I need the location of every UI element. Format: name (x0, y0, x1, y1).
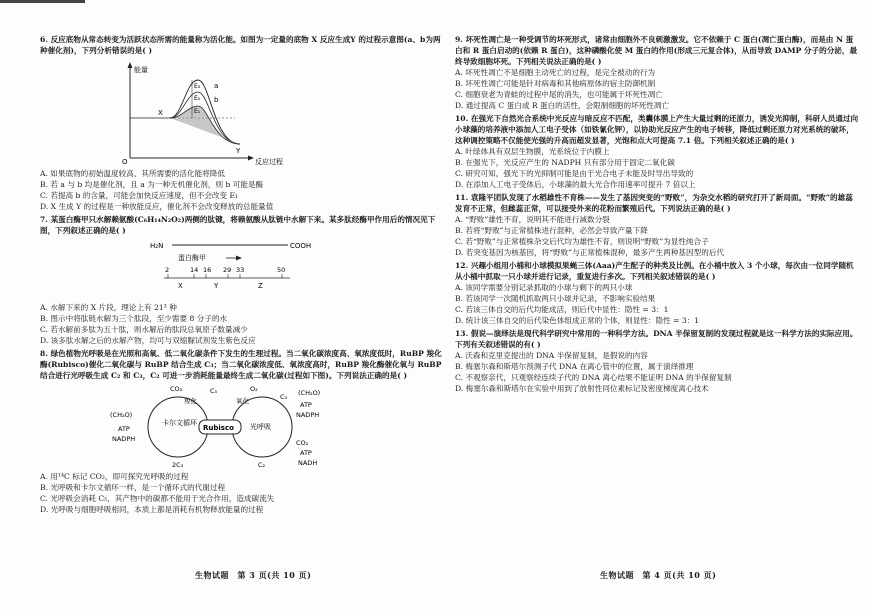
photorespiration-svg (110, 383, 330, 469)
option-c: C. 细胞衰老为青蛙的过程中尾的消失，也可能属于坏死性凋亡 (455, 90, 663, 99)
carboxylation-label: 羧化 (184, 397, 197, 405)
question-stem: 12. 兴趣小组用小桶和小球模拟果蝇三体(Aaa)产生配子的种类及比例。在小桶中放入 3 个小球，每次由一位同学随机从小桶中抓取一只小球并进行记录，重复进行多次。下列相关叙述错误的是( ) (455, 261, 854, 281)
question-9 (455, 34, 860, 111)
option-d: D. 梅塞尔森和斯塔尔在实验中用到了放射性同位素标记及密度梯度离心技术 (455, 384, 709, 393)
option-d: D. 该多肽水解之后的水解产物，均可与双缩脲试剂发生紫色反应 (40, 336, 256, 345)
enzyme-label: 蛋白酶甲 (178, 254, 206, 262)
x-axis-label: 反应过程 (255, 158, 283, 166)
option-b: B. 在强光下，光反应产生的 NADPH 只有部分用于固定二氧化碳 (455, 158, 675, 167)
origin-label: O (122, 158, 128, 166)
option-d: D. 通过提高 C 蛋白或 R 蛋白的活性，会限制细胞的坏死性凋亡 (455, 101, 670, 110)
polypeptide-diagram (150, 238, 445, 300)
product-y-label: Y (236, 147, 241, 155)
question-stem: 13. 假说—演绎法是现代科学研究中常用的一种科学方法。DNA 半保留复制的发现过程就是这一科学方法的实际应用。下列有关叙述错误的有( ) (455, 329, 858, 349)
photorespiration-diagram (110, 383, 445, 469)
polypeptide-svg (150, 238, 320, 300)
residue-number: 2 (165, 266, 170, 274)
residue-number: 29 (223, 266, 232, 274)
option-a: A. 该同学需要分别记录抓取的小球与剩下的两只小球 (455, 283, 633, 292)
question-13 (455, 328, 860, 394)
option-a: A. 水解下来的 X 片段，理论上有 21³ 种 (40, 303, 177, 312)
nadph-left-label: NADPH (112, 435, 136, 443)
atp-output-label: ATP (300, 449, 312, 457)
c3-label: C₃ (280, 393, 288, 401)
question-stem: 11. 袁隆平团队发现了水稻雄性不育株——发生了基因突变的“野败”，为杂交水稻的研究打开了新局面。“野败”的雄蕊发育不正常，但雌蕊正常，可以接受外来的花粉而繁殖后代。下列说法正确的是( ) (455, 193, 853, 213)
segment-label: X (178, 282, 183, 290)
option-c: C. 若该三体自交的后代均能成活，则后代中显性：隐性 = 3：1 (455, 305, 669, 314)
option-b: B. 坏死性凋亡可能是针对病毒和其他病原体的宿主防御机制 (455, 79, 656, 88)
option-b: B. 光呼吸和卡尔文循环一样，是一个循环式的代谢过程 (40, 483, 226, 492)
co2-output-label: CO₂ (296, 439, 309, 447)
nadh-output-label: NADH (298, 459, 318, 467)
option-a: A. 坏死性凋亡不是细胞主动死亡的过程，是完全被动的行为 (455, 68, 656, 77)
ch2o-left-label: (CH₂O) (110, 411, 133, 419)
e1-label: E₁ (194, 108, 201, 115)
residue-number: 16 (203, 266, 212, 274)
photorespiration-label: 光呼吸 (250, 423, 271, 431)
question-stem: 10. 在强光下自然光合系统中光反应与暗反应不匹配，类囊体膜上产生大量过剩的还原力，诱发光抑制，科研人员通过向小球藻的培养液中添加人工电子受体（如铁氰化钾），以协助光反应产生的电子转移，降低过剩还原力对光系统的破坏，这种调控策略不仅能使光强的升高而超发显著，光饱和点大可提高 7.1 倍。下列相关叙述正确的是( ) (455, 114, 859, 145)
left-column (40, 34, 445, 517)
oxidation-label: 氧化 (236, 397, 249, 405)
rubisco-label: Rubisco (203, 424, 234, 432)
question-8 (40, 348, 445, 515)
question-stem: 6. 反应底物从常态转变为活跃状态所需的能量称为活化能。如图为一定量的底物 X 反应生成Y 的过程示意图(a、b为两种催化剂)，下列分析错误的是( ) (40, 35, 441, 55)
option-a: A. 用¹⁴C 标记 CO₂，即可探究光呼吸的过程 (40, 472, 189, 481)
residue-number: 50 (277, 266, 286, 274)
question-10 (455, 113, 860, 190)
question-stem: 9. 坏死性凋亡是一种受调节的坏死形式，诸常由细胞外不良刺激激发。它不依赖于 C 蛋白(凋亡蛋白酶)，而是由 N 蛋白和 R 蛋白启动的(依赖 R 蛋白)，这种磷酸化使 M 蛋白的作用(形成三元复合体)，从而导致 DAMP 分子的分泌，最终导致细胞坏死。下列相关说法正确的是( ) (455, 35, 858, 66)
option-c: C. 若“野败”与正常植株杂交后代均为雄性不育，则说明“野败”为显性纯合子 (455, 237, 709, 246)
two-c3-label: 2C₃ (172, 461, 184, 469)
option-c: C. 光呼吸会消耗 C₅，其产物中的碳都不能用于光合作用，造成碳流失 (40, 494, 275, 503)
option-b: B. 若该同学一次随机抓取两只小球并记录，不影响实验结果 (455, 294, 656, 303)
carboxyl-end-label: COOH (290, 242, 312, 250)
amino-end-label: H₂N (150, 242, 164, 250)
atp-right-label: ATP (300, 401, 312, 409)
option-d: D. X 生成 Y 的过程是一种放能反应，催化剂不会改变释放的总能量值 (40, 202, 274, 211)
option-d: D. 在添加人工电子受体后，小球藻的最大光合作用速率可提升 7 倍以上 (455, 180, 696, 189)
energy-diagram (110, 58, 445, 166)
question-12 (455, 260, 860, 326)
option-a: A. 如果底物的初始温度较高，其所需要的活化能将降低 (40, 169, 225, 178)
option-d: D. 统计该三体自交的后代染色体组成正常的个体，则显性：隐性 = 3：1 (455, 316, 700, 325)
option-b: B. 若 a 与 b 均是催化剂，且 a 为一种无机催化剂，则 b 可能是酶 (40, 180, 264, 189)
nadph-right-label: NADPH (296, 411, 320, 419)
e3-label: E₃ (194, 83, 201, 90)
calvin-cycle-label: 卡尔文循环 (162, 419, 197, 427)
o2-input-label: O₂ (250, 385, 258, 393)
option-a: A. “野败”雄性不育，说明其不能进行减数分裂 (455, 215, 610, 224)
ch2o-right-label: (CH₂O) (298, 389, 321, 397)
residue-number: 14 (190, 266, 199, 274)
option-a: A. 沃森和克里克提出的 DNA 半保留复制，是假说的内容 (455, 351, 648, 360)
page-footer-left: 生物试题 第 3 页(共 10 页) (195, 570, 312, 580)
curve-a-label: a (214, 82, 219, 90)
question-stem: 8. 绿色植物光呼吸是在光照和高氧、低二氧化碳条件下发生的生理过程。当二氧化碳浓度高、氧浓度低时，RuBP 羧化酶(Rubisco)催化二氧化碳与 RuBP 结合生成 C₃；当二氧化碳浓度低、氧浓度高时，RuBP 羧化酶催化氧与 RuBP 结合进行光呼吸生成 C₂ 和 C₃，C₂ 可进一步消耗能量最终生成二氧化碳(过程如下图)。下列说法正确的是( ) (40, 349, 442, 380)
option-c: C. 若水解前多肽为五十肽，则水解后的肽段总氧原子数量减少 (40, 325, 248, 334)
e2-label: E₂ (194, 95, 201, 102)
substrate-x-label: X (158, 109, 163, 117)
curve-b-label: b (214, 96, 219, 104)
right-column (455, 34, 860, 396)
question-6 (40, 34, 445, 212)
option-a: A. 叶绿体具有双层生物膜，光系统位于内膜上 (455, 147, 610, 156)
option-b: B. 图示中将肽链水解为三个肽段，至少需要 8 分子的水 (40, 314, 228, 323)
option-c: C. 不观察亲代，只观察经连续子代的 DNA 离心结果不能证明 DNA 的半保留复制 (455, 373, 732, 382)
atp-left-label: ATP (118, 425, 130, 433)
question-11 (455, 192, 860, 258)
segment-label: Z (258, 282, 263, 290)
scan-mark (0, 0, 85, 3)
y-axis-label: 能量 (134, 66, 148, 74)
option-d: D. 光呼吸与细胞呼吸相同，本质上都是消耗有机物释放能量的过程 (40, 505, 264, 514)
option-b: B. 梅塞尔森和斯塔尔预测子代 DNA 在离心管中的位置，属于演绎推理 (455, 362, 694, 371)
question-7 (40, 214, 445, 346)
option-c: C. 若提高 b 的含量，可能会加快反应速度，但不会改变 E₁ (40, 191, 239, 200)
option-c: C. 研究可知，强光下的光抑制可能是由于光合电子未能及时导出导致的 (455, 169, 694, 178)
c2-label: C₂ (258, 461, 266, 469)
option-d: D. 若突变基因为核基因，将“野败”与正常植株混种，最多产生两种基因型的后代 (455, 248, 724, 257)
co2-input-label: CO₂ (170, 385, 183, 393)
c5-label: C₅ (210, 387, 218, 395)
option-b: B. 若将“野败”与正常植株进行混种，必然会导致产量下降 (455, 226, 648, 235)
segment-label: Y (214, 282, 219, 290)
page-footer-right: 生物试题 第 4 页(共 10 页) (600, 570, 717, 580)
residue-number: 33 (236, 266, 245, 274)
energy-diagram-svg (110, 58, 310, 166)
question-stem: 7. 某蛋白酶甲只水解赖氨酸(C₆H₁₄N₂O₂)两侧的肽键，将赖氨酸从肽链中水解下来。某多肽经酶甲作用后的情况见下图，下列叙述正确的是( ) (40, 215, 436, 235)
